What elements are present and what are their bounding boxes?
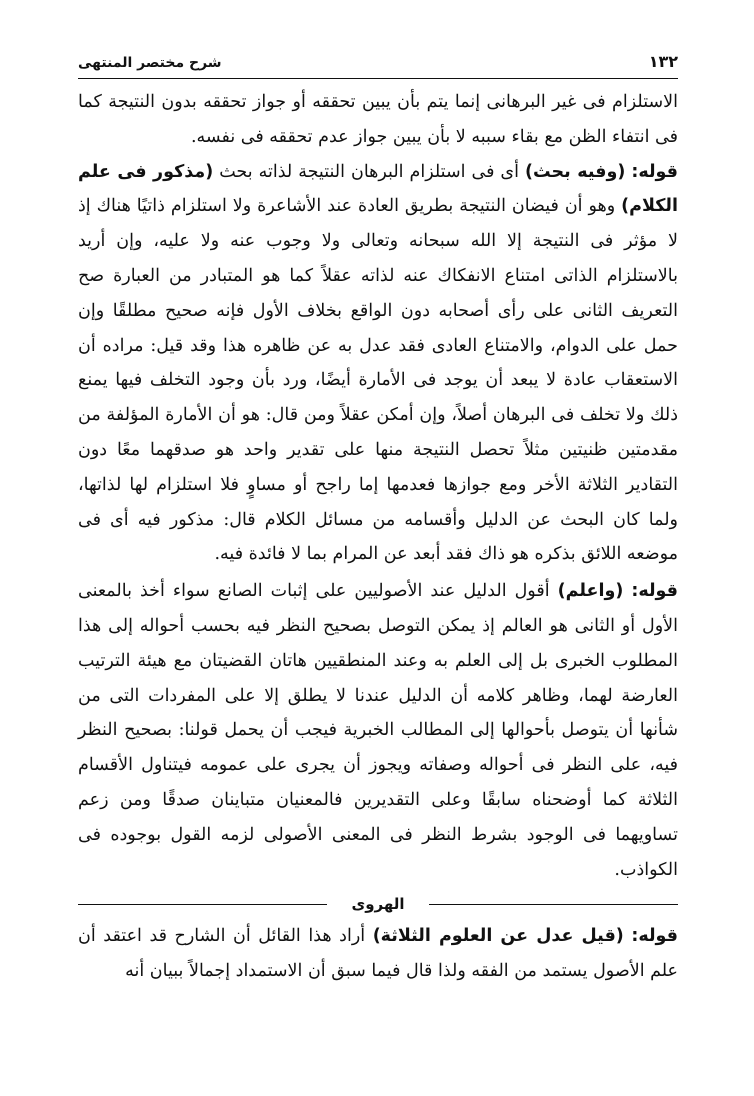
paragraph-continuation xyxy=(78,85,678,155)
separator-line-right xyxy=(429,904,678,905)
paragraph-text: أقول الدليل عند الأصوليين على إثبات الصانع سواء أخذ بالمعنى الأول أو الثانى هو العالم إذ يمكن التوصل بصحيح النظر فيه بحسب أحواله إلى هذا المطلوب الخبرى بل إلى العلم به وعند المنطقيين هاتان القضيتان مع هيئة الترتيب العارضة لهما، وظاهر كلامه أن الدليل عندنا لا يطلق إلا على المفردات التى من شأنها أن يتوصل بأحوالها إلى المطالب الخبرية فيجب أن يحمل قولنا: بصحيح النظر فيه، على النظر فى أحواله وصفاته ويجوز أن يجرى على عمومه فيتناول الأقسام الثلاثة كما أوضحناه سابقًا وعلى التقديرين فالمعنيان متباينان صدقًا ومن زعم تساويهما فى الوجود بشرط النظر فى المعنى الأصولى لزمه القول بوجوده فى الكواذب. xyxy=(78,581,678,880)
paragraph-text: وهو أن فيضان النتيجة بطريق العادة عند الأشاعرة ولا استلزام ذاتيًا هناك إذ لا مؤثر فى النتيجة إلا الله سبحانه وتعالى ولا وجوب عنه ولا عليه، وإن أريد بالاستلزام الذاتى امتناع الانفكاك عنه لذاته عقلاً كما هو المتبادر من العبارة صح التعريف الثانى على رأى أصحابه دون الواقع بخلاف الأول فإنه صحيح مطلقًا وإن حمل على الدوام، والامتناع العادى فقد عدل به عن ظاهره هذا وقد قيل: مراده أن الاستعقاب عادة لا يبعد أن يوجد فى الأمارة أيضًا، ورد بأن وجود التخلف فيها يمنع ذلك ولا تخلف فى البرهان أصلاً، وإن أمكن عقلاً ومن قال: هو أن الأمارة المؤلفة من مقدمتين ظنيتين مثلاً تحصل النتيجة منها على تقدير واحد هو صدقهما معًا دون التقادير الثلاثة الأخر ومع جوازها فعدمها إما راجح أو مساوٍ فلا استلزام لها لذاتها، ولما كان البحث عن الدليل وأقسامه من مسائل الكلام قال: مذكور فيه أى فى موضعه اللائق بذكره هو ذاك فقد أبعد عن المرام بما لا فائدة فيه. xyxy=(78,196,678,565)
running-header xyxy=(78,52,678,79)
paragraph-wafihi-bahth xyxy=(78,155,678,573)
section-separator xyxy=(78,891,678,917)
qawluhu-label: قوله: xyxy=(631,161,678,182)
lemma-quote: (قيل عدل عن العلوم الثلاثة) xyxy=(372,926,624,947)
paragraph-text: أى فى استلزام البرهان النتيجة لذاته بحث xyxy=(213,161,526,182)
paragraph-text: أراد هذا القائل أن الشارح قد اعتقد أن علم الأصول يستمد من الفقه ولذا قال فيما سبق أن الاستمداد إجمالاً ببيان أنه xyxy=(78,926,678,982)
qawluhu-label: قوله: xyxy=(631,926,678,947)
page xyxy=(78,52,678,989)
separator-line-left xyxy=(78,904,327,905)
lemma-quote-2: (مذكور فى علم الكلام) xyxy=(78,161,678,217)
paragraph-waalam xyxy=(78,574,678,887)
qawluhu-label: قوله: xyxy=(631,581,678,602)
page-number: ١٣٢ xyxy=(648,52,678,71)
running-title: شرح مختصر المنتهى xyxy=(78,55,222,71)
paragraph-qila-adala xyxy=(78,919,678,989)
paragraph-text: الاستلزام فى غير البرهانى إنما يتم بأن يبين تحققه أو جواز تحققه بدون النتيجة كما فى انتفاء الظن مع بقاء سببه لا بأن يبين جواز عدم تحققه فى نفسه. xyxy=(78,92,678,147)
lemma-quote: (واعلم) xyxy=(557,581,624,602)
lemma-quote: (وفيه بحث) xyxy=(525,161,626,182)
separator-label: الهروى xyxy=(351,895,405,914)
